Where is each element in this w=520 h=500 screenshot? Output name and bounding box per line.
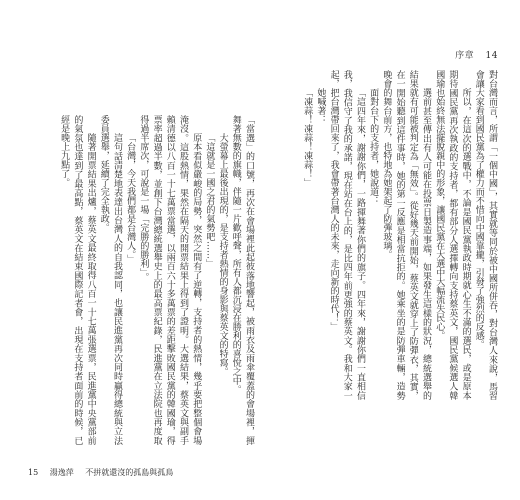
body-text — [39, 115, 255, 445]
paragraph: 大螢幕上最後出現的，是支持者熱情的身影與蔡英文的特寫。 — [217, 133, 228, 376]
paragraph: 選前甚至傳出有人可能在投票日製造事端，如果發生這樣的狀況，總統選舉的結果就有可能被判定為「無效」。從好幾天前開始，蔡英文就穿上了防彈衣，其實，在一開始聽到這件事時，她的第一反應是相當抗拒的。她乘坐的是防彈車輛，造勢晚會的舞台前方，也特地為她架起了防彈玻璃。 — [381, 70, 431, 400]
footer-title: 不拼就還沒的孤島與孤鳥 — [85, 468, 174, 477]
paragraph: 「當選」的口號，再次在會場裡此起彼落地響起，被雨衣及雨傘覆蓋的會場裡，揮舞著無數的旗幟，伴隨一片歡呼聲，所有人都沉浸在勝利的喜悅之中。 — [230, 115, 254, 445]
paragraph: 對台灣而言，所謂「一個中國」，其實就等同於被中國所併吞，對台灣人來說，馬習會讓大家看到國民黨為了權力而不惜向中國靠攏，引發了強烈的反感。 — [473, 70, 497, 400]
paragraph: 所以，在這次的選戰中，不論是國民黨執政時期就心生不滿的選民，或是原本期待國民黨再次執政的支持者，都有部分人選擇轉向支持蔡英文，國民黨候選人韓國瑜也始終無法擺脫親中的形象，讓國民黨在大選中大幅流失民心。 — [434, 70, 471, 400]
quote-paragraph: 「台灣，今天我們都是台灣人。」 — [125, 133, 136, 264]
paragraph: 面對台下的支持者，她說道： — [368, 88, 379, 205]
quote-paragraph: 「凍蒜！凍蒜！凍蒜！」 — [302, 88, 313, 187]
paragraph: 她喊著： — [315, 88, 326, 124]
right-page — [262, 0, 520, 500]
footer — [28, 467, 173, 478]
page-number: 14 — [485, 51, 498, 61]
paragraph: 原本看似嚴峻的局勢，突然之間有了逆轉，支持者的熱情，幾乎要把整個會場淹沒。這股熱情，果然在隔天的開票結果上得到了證明。大選結果，蔡英文與副手賴清德以八百一十七萬票當選，以兩百六十多萬票的差距擊敗國民黨的韓國瑜，得票率超過半數，並創下台灣總統選舉史上的最高票紀錄，民進黨在立法院也再度取得過半席次，可說是一場「完勝的勝利」。 — [138, 115, 202, 445]
paragraph: 這句話清楚地表達出台灣人的自我認同，也讓民進黨再次同時贏得總統與立法委員選舉，延續了完全執政。 — [98, 115, 122, 445]
body-text — [276, 70, 498, 400]
quote-paragraph: 「這四年來，謝謝你們，一路揮舞著你們的旗子。四年來，謝謝你們一直相信我，我信守了我的承諾，現在站在台上的，是比四年前更強的蔡英文。我和大家一起，把台灣帶回來了，我會帶著台灣人的未來，走向新的時代！」 — [328, 70, 365, 400]
footer-author: 湯逸萍 — [49, 468, 74, 477]
section-title: 序章 — [455, 51, 475, 61]
footer-page-number: 15 — [28, 468, 39, 477]
running-head — [455, 50, 498, 62]
quote-paragraph: 「這就是一國之君的氣勢吧……」 — [204, 133, 215, 268]
paragraph: 隨著開票結果出爐，蔡英文最終取得八百一十七萬張選票，民進黨中央黨部前的氣氛也達到了最高點，蔡英文在結束國際記者會，出現在支持者面前的時候，已經是晚上九點了。 — [59, 115, 96, 445]
